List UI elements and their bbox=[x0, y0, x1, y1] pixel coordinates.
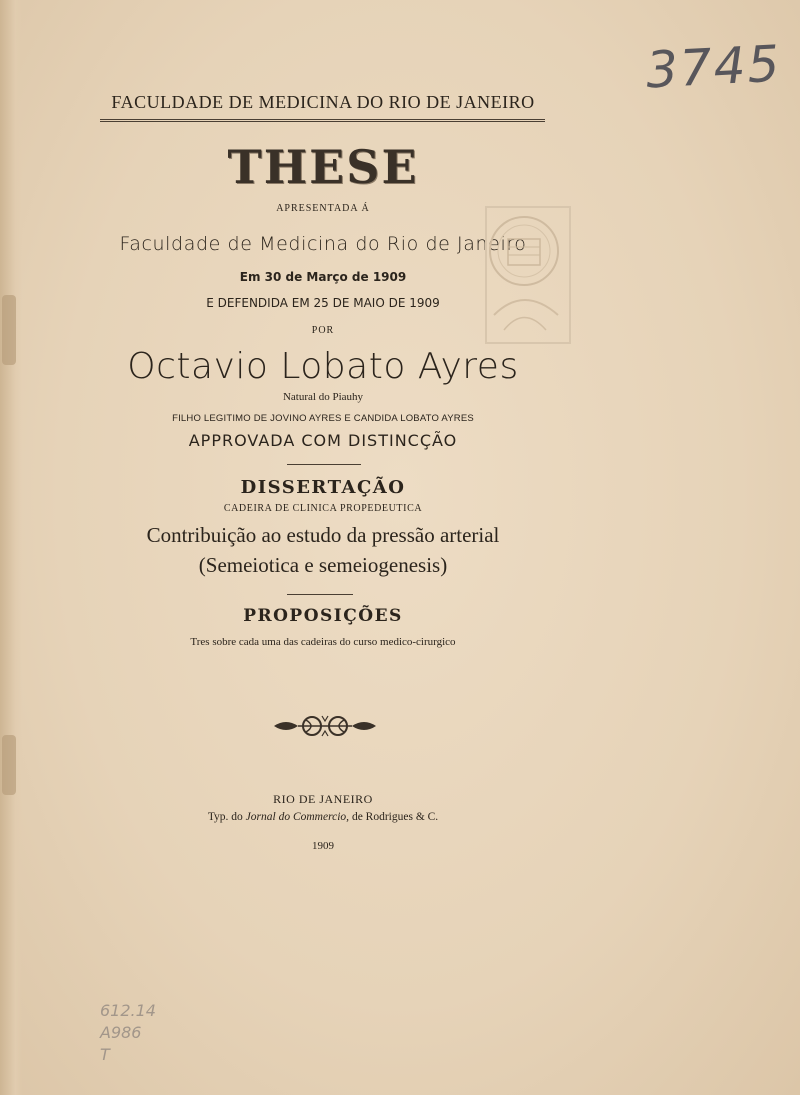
section-divider bbox=[287, 594, 353, 595]
pencil-line: A986 bbox=[100, 1023, 142, 1042]
apresentada-label: APRESENTADA Á bbox=[276, 203, 370, 214]
dissertation-title-line1: Contribuição ao estudo da pressão arterial bbox=[146, 523, 500, 547]
date-presented: Em 30 de Março de 1909 bbox=[239, 270, 407, 284]
catalog-number: 3745 bbox=[644, 34, 783, 100]
imprint-year: 1909 bbox=[312, 840, 334, 852]
pencil-line: 612.14 bbox=[100, 1001, 156, 1020]
dissertation-title-line2: (Semeiotica e semeiogenesis) bbox=[198, 553, 448, 577]
heading-rule bbox=[100, 119, 545, 122]
approval-note: APPROVADA COM DISTINCÇÃO bbox=[188, 431, 458, 450]
date-defended: E DEFENDIDA EM 25 DE MAIO DE 1909 bbox=[206, 296, 440, 310]
fleuron-ornament-icon bbox=[272, 712, 378, 740]
propositions-text: Tres sobre cada uma das cadeiras do curso medico-cirurgico bbox=[190, 636, 456, 648]
pencil-annotation bbox=[100, 1000, 156, 1066]
imprint-typ-prefix: Typ. do bbox=[207, 811, 243, 823]
imprint-city: RIO DE JANEIRO bbox=[273, 792, 373, 806]
dissertation-heading: DISSERTAÇÃO bbox=[240, 477, 406, 498]
institution-heading: FACULDADE DE MEDICINA DO RIO DE JANEIRO bbox=[111, 92, 535, 112]
imprint-typ-suffix: de Rodrigues & C. bbox=[351, 811, 439, 823]
por-label: POR bbox=[311, 325, 335, 336]
imprint-journal: Jornal do Commercio, bbox=[245, 811, 350, 823]
propositions-heading: PROPOSIÇÕES bbox=[243, 606, 403, 626]
binding-tear bbox=[2, 735, 16, 795]
pencil-line: T bbox=[100, 1045, 110, 1064]
author-filiation: FILHO LEGITIMO DE JOVINO AYRES E CANDIDA LOBATO AYRES bbox=[172, 413, 474, 424]
imprint-publisher bbox=[0, 811, 646, 823]
author-origin: Natural do Piauhy bbox=[282, 391, 364, 403]
faculdade-line: Faculdade de Medicina do Rio de Janeiro bbox=[119, 233, 527, 255]
embossed-stamp-icon bbox=[484, 205, 572, 345]
dissertation-chair: CADEIRA DE CLINICA PROPEDEUTICA bbox=[223, 503, 423, 514]
author-name: Octavio Lobato Ayres bbox=[127, 346, 519, 387]
page-title: THESE bbox=[227, 140, 419, 194]
section-divider bbox=[287, 464, 361, 465]
